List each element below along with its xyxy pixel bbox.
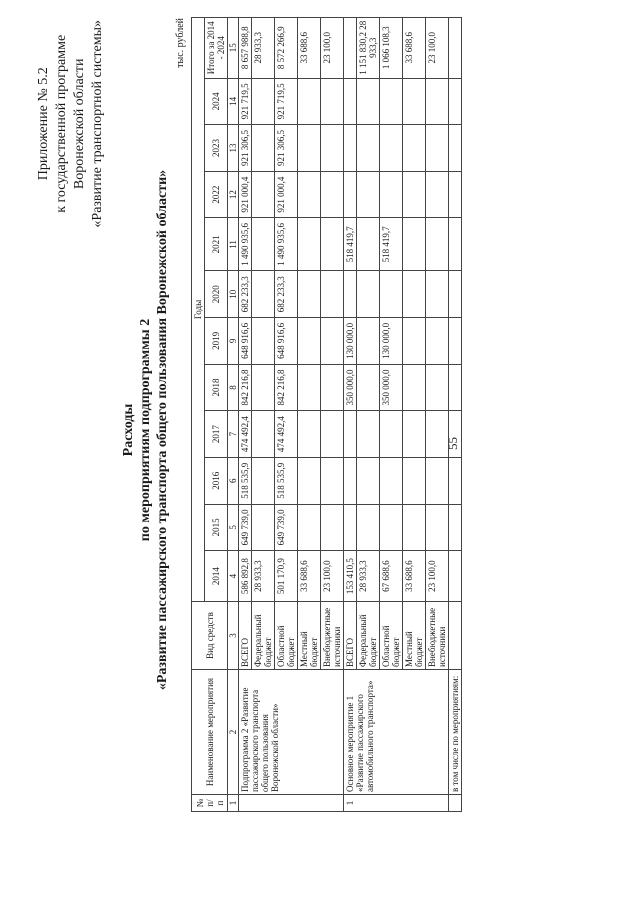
header-row-1 [192,18,205,812]
value-cell [449,271,462,318]
funding-type: Местный бюджет [403,602,426,670]
value-cell: 518 419,7 [380,218,403,271]
value-cell [298,504,321,551]
funding-type: Федеральный бюджет [252,602,275,670]
value-cell [449,602,462,670]
value-cell: 518 419,7 [344,218,357,271]
activity-name: Подпрограмма 2 «Развитие пассажирского транспорта общего пользования Воронежской области» [239,669,344,794]
activity-name: Основное мероприятие 1 «Развитие пассажирского автомобильного транспорта» [344,669,449,794]
value-cell [380,171,403,218]
value-cell [298,364,321,411]
value-cell: 23 100,0 [426,18,449,79]
column-index-3: 3 [228,602,239,670]
value-cell [357,125,380,172]
value-cell [380,271,403,318]
expenses-table [191,17,462,812]
value-cell: 130 000,0 [380,318,403,365]
value-cell [344,457,357,504]
value-cell [449,457,462,504]
value-cell: 28 933,3 [357,551,380,602]
value-cell: 130 000,0 [344,318,357,365]
value-cell: 921 719,5 [239,78,252,125]
appendix-line-3: Воронежской области [72,58,87,190]
table-row [239,18,252,812]
value-cell: 8 572 266,9 [275,18,298,79]
value-cell [321,364,344,411]
value-cell: 8 657 988,8 [239,18,252,79]
value-cell [321,457,344,504]
value-cell [344,125,357,172]
value-cell [449,551,462,602]
header-year-9: 2023 [205,125,228,172]
table-row [449,18,462,812]
value-cell: 501 170,9 [275,551,298,602]
funding-type: Областной бюджет [380,602,403,670]
value-cell [252,318,275,365]
value-cell: 1 490 935,6 [275,218,298,271]
value-cell: 153 410,5 [344,551,357,602]
value-cell [252,364,275,411]
value-cell [403,318,426,365]
value-cell [298,218,321,271]
value-cell [449,218,462,271]
value-cell [344,411,357,458]
value-cell: 518 535,9 [239,457,252,504]
value-cell: 648 916,6 [275,318,298,365]
activity-name: в том числе по мероприятиям: [449,669,462,794]
page-number: 55 [445,437,460,450]
value-cell: 921 306,5 [239,125,252,172]
value-cell [252,78,275,125]
header-year-4: 2018 [205,364,228,411]
value-cell: 921 000,4 [239,171,252,218]
header-year-3: 2017 [205,411,228,458]
value-cell: 67 688,6 [380,551,403,602]
value-cell [449,18,462,79]
value-cell [380,78,403,125]
column-index-13: 13 [228,125,239,172]
value-cell [380,411,403,458]
value-cell [344,18,357,79]
value-cell: 33 688,6 [403,18,426,79]
value-cell [403,218,426,271]
column-index-10: 10 [228,271,239,318]
value-cell [344,504,357,551]
value-cell [403,364,426,411]
row-number: 1 [344,795,449,812]
appendix-line-1: Приложение № 5.2 [36,67,51,181]
value-cell: 23 100,0 [321,18,344,79]
value-cell: 23 100,0 [321,551,344,602]
value-cell [426,411,449,458]
funding-type: Внебюджетные источники [321,602,344,670]
value-cell [426,318,449,365]
value-cell: 648 916,6 [239,318,252,365]
value-cell [298,318,321,365]
value-cell: 586 892,8 [239,551,252,602]
column-index-2: 2 [228,669,239,794]
funding-type: ВСЕГО [239,602,252,670]
header-num: № п/п [192,795,228,812]
document-title [120,40,171,820]
value-cell [449,364,462,411]
value-cell: 649 739,0 [275,504,298,551]
header-year-7: 2021 [205,218,228,271]
value-cell: 33 688,6 [298,18,321,79]
value-cell [321,411,344,458]
appendix-line-4: «Развитие транспортной системы» [90,20,105,228]
column-index-1: 1 [228,795,239,812]
value-cell [298,271,321,318]
value-cell [357,78,380,125]
value-cell [252,125,275,172]
header-year-8: 2022 [205,171,228,218]
value-cell [449,78,462,125]
value-cell [426,457,449,504]
value-cell: 921 306,5 [275,125,298,172]
header-type: Вид средств [192,602,228,670]
title-line-3: «Развитие пассажирского транспорта общего пользования Воронежской области» [155,169,170,691]
value-cell [449,318,462,365]
value-cell [321,318,344,365]
value-cell [357,411,380,458]
value-cell [298,78,321,125]
header-year-10: 2024 [205,78,228,125]
value-cell [449,125,462,172]
funding-type: ВСЕГО [344,602,357,670]
column-index-4: 4 [228,551,239,602]
value-cell [426,78,449,125]
value-cell [357,457,380,504]
value-cell [403,78,426,125]
value-cell: 23 100,0 [426,551,449,602]
value-cell [426,171,449,218]
value-cell [252,504,275,551]
funding-type: Федеральный бюджет [357,602,380,670]
value-cell [321,171,344,218]
value-cell [252,411,275,458]
value-cell [403,125,426,172]
value-cell [357,318,380,365]
value-cell: 649 739,0 [239,504,252,551]
value-cell [380,504,403,551]
value-cell [321,125,344,172]
value-cell: 33 688,6 [298,551,321,602]
value-cell: 1 066 108,3 [380,18,403,79]
funding-type: Внебюджетные источники [426,602,449,670]
appendix-line-2: к государственной программе [54,34,69,213]
header-year-0: 2014 [205,551,228,602]
value-cell [357,218,380,271]
header-year-6: 2020 [205,271,228,318]
rotated-page [15,0,605,860]
appendix-block [35,20,107,228]
column-index-6: 6 [228,457,239,504]
value-cell [380,125,403,172]
value-cell [380,457,403,504]
header-year-2: 2016 [205,457,228,504]
value-cell [321,78,344,125]
value-cell: 474 492,4 [239,411,252,458]
value-cell: 842 216,8 [275,364,298,411]
value-cell: 921 719,5 [275,78,298,125]
value-cell [344,271,357,318]
value-cell [357,171,380,218]
header-year-5: 2019 [205,318,228,365]
column-index-8: 8 [228,364,239,411]
value-cell: 682 233,3 [239,271,252,318]
column-index-9: 9 [228,318,239,365]
column-index-15: 15 [228,18,239,79]
column-index-7: 7 [228,411,239,458]
value-cell [449,411,462,458]
value-cell: 1 490 935,6 [239,218,252,271]
header-years-group: Годы [192,18,205,602]
value-cell [321,271,344,318]
value-cell: 33 688,6 [403,551,426,602]
value-cell [403,171,426,218]
value-cell: 474 492,4 [275,411,298,458]
header-year-1: 2015 [205,504,228,551]
funding-type: Областной бюджет [275,602,298,670]
column-index-row [228,18,239,812]
value-cell: 682 233,3 [275,271,298,318]
value-cell [449,171,462,218]
value-cell [357,364,380,411]
value-cell: 921 000,4 [275,171,298,218]
value-cell [426,271,449,318]
value-cell [321,504,344,551]
units-label: тыс. рублей [175,18,186,68]
value-cell [426,504,449,551]
header-year-11: Итого за 2014 - 2024 [205,18,228,79]
value-cell [426,218,449,271]
value-cell: 518 535,9 [275,457,298,504]
value-cell [298,171,321,218]
value-cell [344,171,357,218]
value-cell [403,271,426,318]
title-line-1: Расходы [121,403,136,457]
value-cell [426,125,449,172]
row-number [449,795,462,812]
value-cell [298,457,321,504]
value-cell [449,504,462,551]
column-index-12: 12 [228,171,239,218]
value-cell [426,364,449,411]
value-cell [403,457,426,504]
value-cell [344,78,357,125]
column-index-14: 14 [228,78,239,125]
value-cell [252,457,275,504]
row-number [239,795,344,812]
value-cell [298,125,321,172]
value-cell [357,504,380,551]
header-name: Наименование мероприятия [192,669,228,794]
value-cell [252,218,275,271]
value-cell: 350 000,0 [380,364,403,411]
value-cell [357,271,380,318]
value-cell [321,218,344,271]
funding-type: Местный бюджет [298,602,321,670]
value-cell: 28 933,3 [252,551,275,602]
value-cell: 1 151 830,2 28 933,3 [357,18,380,79]
title-line-2: по мероприятиям подпрограммы 2 [138,318,153,542]
column-index-5: 5 [228,504,239,551]
value-cell [403,411,426,458]
value-cell: 28 933,3 [252,18,275,79]
value-cell [298,411,321,458]
table-row [344,18,357,812]
column-index-11: 11 [228,218,239,271]
value-cell [252,171,275,218]
value-cell: 842 216,8 [239,364,252,411]
value-cell [252,271,275,318]
value-cell: 350 000,0 [344,364,357,411]
value-cell [403,504,426,551]
